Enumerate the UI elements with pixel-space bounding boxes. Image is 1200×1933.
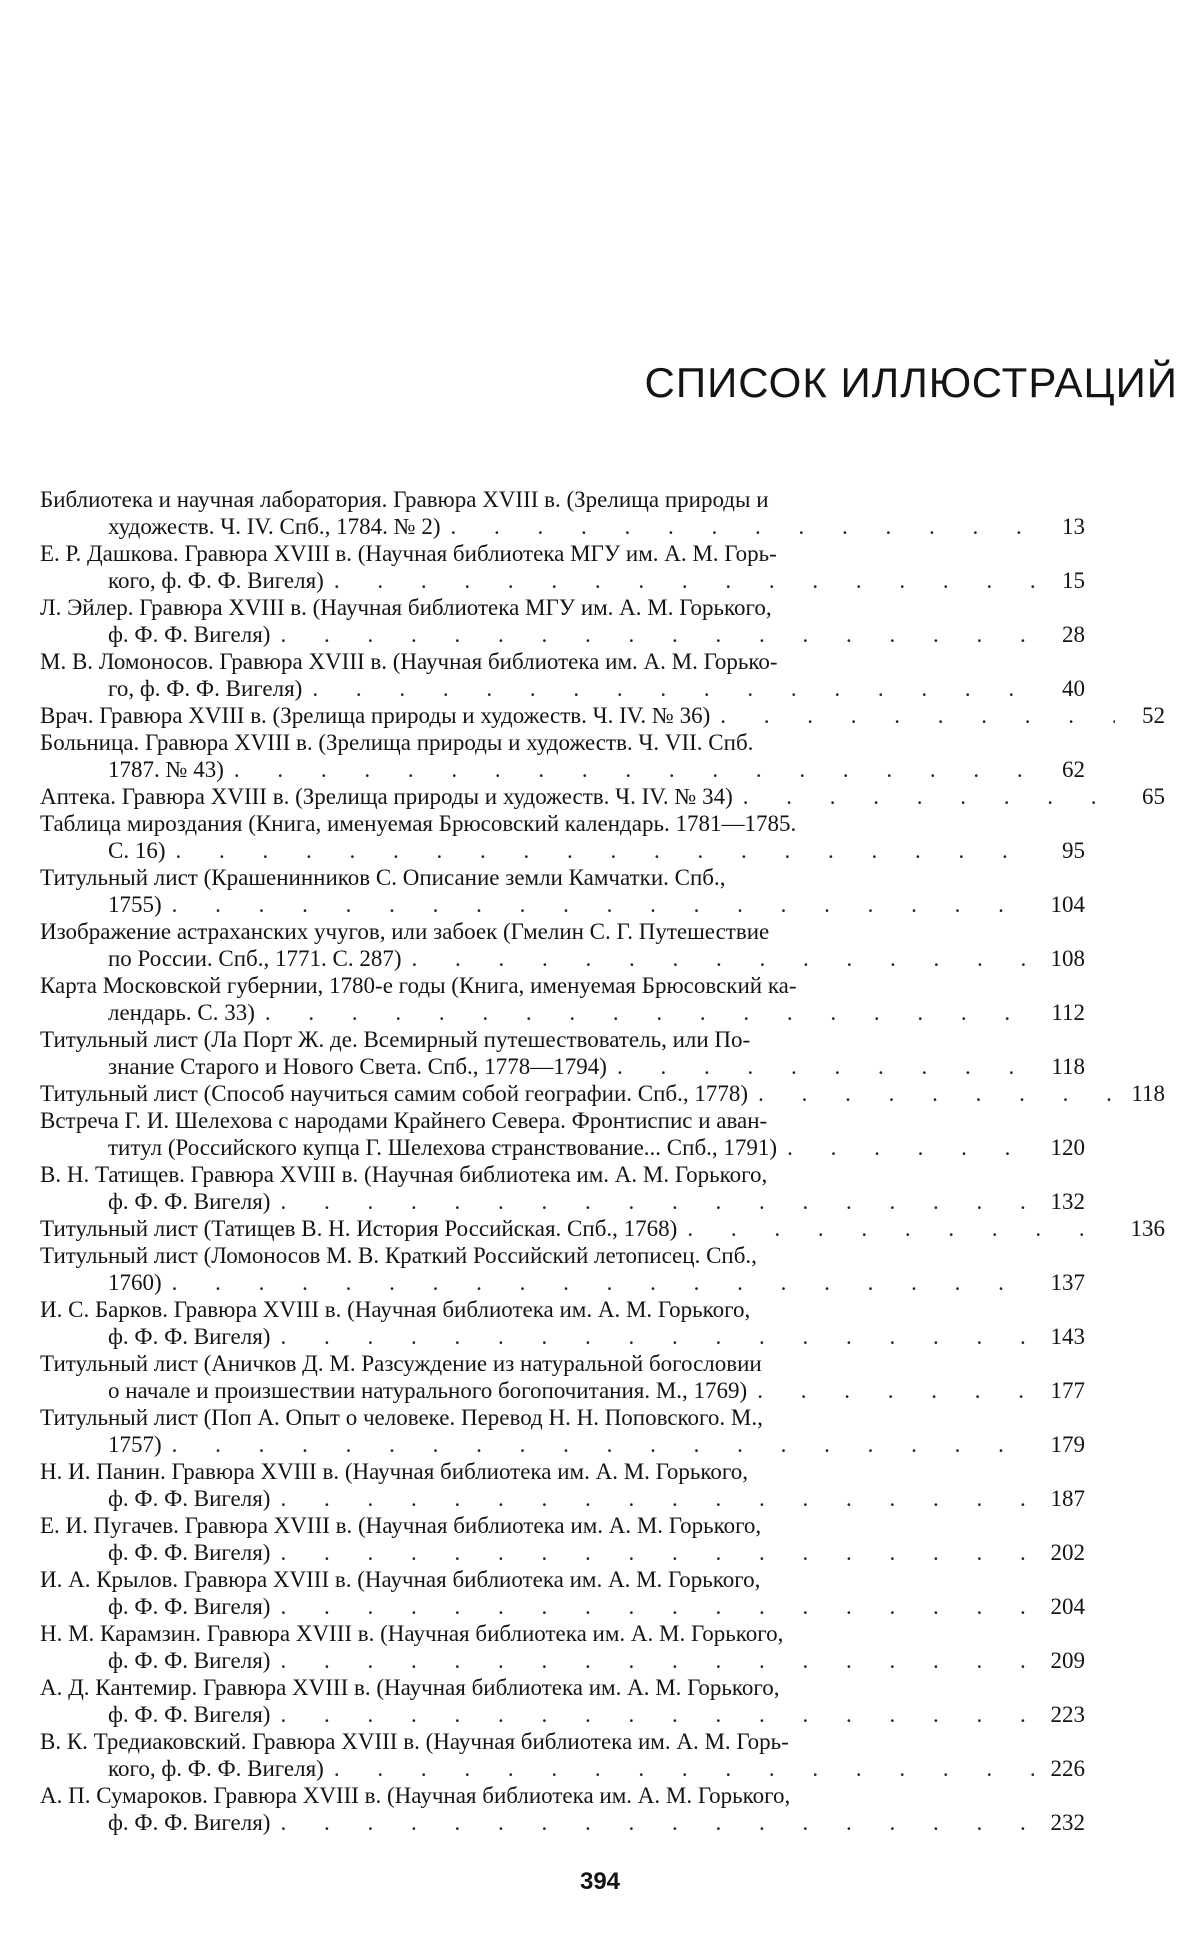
- list-item: [40, 486, 1165, 540]
- entry-text: Е. И. Пугачев. Гравюра XVIII в. (Научная библиотека им. А. М. Горького,: [40, 1513, 762, 1538]
- entry-text: по России. Спб., 1771. С. 287): [108, 946, 402, 971]
- entry-last-line: [40, 756, 1165, 783]
- entry-page-number: 226: [1050, 1756, 1085, 1781]
- entry-page-number: 209: [1050, 1648, 1085, 1673]
- entry-page-number: 187: [1050, 1486, 1085, 1511]
- list-item: [40, 1512, 1165, 1566]
- entry-page-number: 232: [1050, 1810, 1085, 1835]
- dot-leader: [280, 1188, 1035, 1215]
- entry-text: ф. Ф. Ф. Вигеля): [108, 1189, 271, 1214]
- entry-last-line: [40, 1431, 1165, 1458]
- dot-leader: [743, 783, 1115, 810]
- dot-leader: [265, 999, 1035, 1026]
- list-item: [40, 1161, 1165, 1215]
- entry-last-line: [40, 1809, 1165, 1836]
- dot-leader: [280, 1809, 1035, 1836]
- dot-leader: [787, 1134, 1035, 1161]
- entry-text: Титульный лист (Ломоносов М. В. Краткий Российский летописец. Спб.,: [40, 1243, 757, 1268]
- dot-leader: [720, 702, 1115, 729]
- list-item: [40, 1620, 1165, 1674]
- entry-text: Титульный лист (Крашенинников С. Описание земли Камчатки. Спб.,: [40, 865, 726, 890]
- list-item: [40, 1782, 1165, 1836]
- list-item: [40, 540, 1165, 594]
- entry-page-number: 177: [1050, 1378, 1085, 1403]
- entry-text: Титульный лист (Аничков Д. М. Разсуждение из натуральной богословии: [40, 1351, 762, 1376]
- entry-page-number: 104: [1050, 892, 1085, 917]
- entry-last-line: [40, 1080, 1165, 1107]
- entry-page-number: 95: [1062, 838, 1085, 863]
- list-item: [40, 1080, 1165, 1107]
- entry-page-number: 52: [1142, 703, 1165, 728]
- entry-last-line: [40, 1134, 1165, 1161]
- entry-text: знание Старого и Нового Света. Спб., 1778—1794): [108, 1054, 607, 1079]
- entry-text: ф. Ф. Ф. Вигеля): [108, 1324, 271, 1349]
- list-item: [40, 1566, 1165, 1620]
- entry-text: М. В. Ломоносов. Гравюра XVIII в. (Научная библиотека им. А. М. Горько-: [40, 649, 778, 674]
- entry-text: Изображение астраханских учугов, или забоек (Гмелин С. Г. Путешествие: [40, 919, 770, 944]
- entry-page-number: 179: [1050, 1432, 1085, 1457]
- entry-page-number: 143: [1050, 1324, 1085, 1349]
- list-item: [40, 1215, 1165, 1242]
- entry-page-number: 118: [1051, 1054, 1085, 1079]
- entry-last-line: [40, 1485, 1165, 1512]
- entry-page-number: 108: [1050, 946, 1085, 971]
- entry-text: Титульный лист (Поп А. Опыт о человеке. Перевод Н. Н. Поповского. М.,: [40, 1405, 763, 1430]
- entry-text: Н. И. Панин. Гравюра XVIII в. (Научная библиотека им. А. М. Горького,: [40, 1459, 749, 1484]
- entry-text: Встреча Г. И. Шелехова с народами Крайнего Севера. Фронтиспис и аван-: [40, 1108, 768, 1133]
- entry-last-line: [40, 702, 1165, 729]
- entry-text: 1760): [108, 1270, 162, 1295]
- entry-text: лендарь. С. 33): [108, 1000, 255, 1025]
- entry-page-number: 13: [1062, 514, 1085, 539]
- dot-leader: [280, 1323, 1035, 1350]
- entry-last-line: [40, 1323, 1165, 1350]
- dot-leader: [172, 891, 1035, 918]
- entry-text: Карта Московской губернии, 1780-е годы (Книга, именуемая Брюсовский ка-: [40, 973, 797, 998]
- entry-text: кого, ф. Ф. Ф. Вигеля): [108, 1756, 324, 1781]
- entry-text: ф. Ф. Ф. Вигеля): [108, 1540, 271, 1565]
- list-item: [40, 1458, 1165, 1512]
- dot-leader: [280, 1593, 1035, 1620]
- dot-leader: [334, 1755, 1035, 1782]
- entry-text: титул (Российского купца Г. Шелехова странствование... Спб., 1791): [108, 1135, 778, 1160]
- entry-last-line: [40, 837, 1165, 864]
- entry-last-line: [40, 1188, 1165, 1215]
- entry-text: ф. Ф. Ф. Вигеля): [108, 622, 271, 647]
- list-item: [40, 1728, 1165, 1782]
- entry-page-number: 120: [1050, 1135, 1085, 1160]
- entry-page-number: 62: [1062, 757, 1085, 782]
- entry-text: ф. Ф. Ф. Вигеля): [108, 1810, 271, 1835]
- entry-text: 1787. № 43): [108, 757, 224, 782]
- dot-leader: [280, 1539, 1035, 1566]
- entry-text: ф. Ф. Ф. Вигеля): [108, 1486, 271, 1511]
- entry-text: А. Д. Кантемир. Гравюра XVIII в. (Научная библиотека им. А. М. Горького,: [40, 1675, 780, 1700]
- dot-leader: [280, 1701, 1035, 1728]
- entry-text: С. 16): [108, 838, 166, 863]
- entry-text: 1757): [108, 1432, 162, 1457]
- entry-page-number: 132: [1050, 1189, 1085, 1214]
- entry-last-line: [40, 783, 1165, 810]
- entry-text: о начале и произшествии натурального богопочитания. М., 1769): [108, 1378, 748, 1403]
- entry-text: 1755): [108, 892, 162, 917]
- list-item: [40, 594, 1165, 648]
- entry-text: Л. Эйлер. Гравюра XVIII в. (Научная библиотека МГУ им. А. М. Горького,: [40, 595, 772, 620]
- entry-last-line: [40, 675, 1165, 702]
- dot-leader: [312, 675, 1035, 702]
- entry-text: го, ф. Ф. Ф. Вигеля): [108, 676, 303, 701]
- entry-text: Е. Р. Дашкова. Гравюра XVIII в. (Научная библиотека МГУ им. А. М. Горь-: [40, 541, 777, 566]
- dot-leader: [758, 1080, 1115, 1107]
- list-item: [40, 648, 1165, 702]
- entry-page-number: 40: [1062, 676, 1085, 701]
- entry-page-number: 204: [1050, 1594, 1085, 1619]
- entry-page-number: 137: [1050, 1270, 1085, 1295]
- list-item: [40, 783, 1165, 810]
- entry-page-number: 112: [1051, 1000, 1085, 1025]
- dot-leader: [687, 1215, 1115, 1242]
- entry-page-number: 15: [1062, 568, 1085, 593]
- list-item: [40, 1674, 1165, 1728]
- entry-text: Н. М. Карамзин. Гравюра XVIII в. (Научная библиотека им. А. М. Горького,: [40, 1621, 784, 1646]
- entry-text: А. П. Сумароков. Гравюра XVIII в. (Научная библиотека им. А. М. Горького,: [40, 1783, 791, 1808]
- entry-last-line: [40, 513, 1165, 540]
- list-item: [40, 702, 1165, 729]
- dot-leader: [757, 1377, 1035, 1404]
- page-title: СПИСОК ИЛЛЮСТРАЦИЙ: [644, 359, 1178, 406]
- list-item: [40, 1404, 1165, 1458]
- entry-last-line: [40, 621, 1165, 648]
- entry-text: И. А. Крылов. Гравюра XVIII в. (Научная библиотека им. А. М. Горького,: [40, 1567, 761, 1592]
- dot-leader: [280, 621, 1035, 648]
- dot-leader: [234, 756, 1035, 783]
- entry-last-line: [40, 1647, 1165, 1674]
- entry-text: Титульный лист (Способ научиться самим собой географии. Спб., 1778): [40, 1081, 749, 1106]
- list-item: [40, 1026, 1165, 1080]
- entry-last-line: [40, 567, 1165, 594]
- page-number: 394: [579, 1868, 621, 1895]
- entry-last-line: [40, 1377, 1165, 1404]
- list-item: [40, 864, 1165, 918]
- entry-page-number: 223: [1050, 1702, 1085, 1727]
- entry-text: ф. Ф. Ф. Вигеля): [108, 1648, 271, 1673]
- entry-last-line: [40, 1215, 1165, 1242]
- entry-last-line: [40, 1755, 1165, 1782]
- entry-text: Врач. Гравюра XVIII в. (Зрелища природы и художеств. Ч. IV. № 36): [40, 703, 711, 728]
- entry-text: художеств. Ч. IV. Спб., 1784. № 2): [108, 514, 441, 539]
- entry-last-line: [40, 1593, 1165, 1620]
- entry-last-line: [40, 1701, 1165, 1728]
- entry-text: Больница. Гравюра XVIII в. (Зрелища природы и художеств. Ч. VII. Спб.: [40, 730, 754, 755]
- dot-leader: [617, 1053, 1035, 1080]
- entry-text: кого, ф. Ф. Ф. Вигеля): [108, 568, 324, 593]
- entry-text: И. С. Барков. Гравюра XVIII в. (Научная библиотека им. А. М. Горького,: [40, 1297, 751, 1322]
- entry-text: Титульный лист (Татищев В. Н. История Российская. Спб., 1768): [40, 1216, 678, 1241]
- dot-leader: [172, 1431, 1035, 1458]
- dot-leader: [280, 1485, 1035, 1512]
- dot-leader: [334, 567, 1035, 594]
- entry-last-line: [40, 999, 1165, 1026]
- entry-text: Таблица мироздания (Книга, именуемая Брюсовский календарь. 1781—1785.: [40, 811, 797, 836]
- dot-leader: [280, 1647, 1035, 1674]
- entry-text: ф. Ф. Ф. Вигеля): [108, 1594, 271, 1619]
- entry-text: Библиотека и научная лаборатория. Гравюра XVIII в. (Зрелища природы и: [40, 487, 769, 512]
- list-item: [40, 1242, 1165, 1296]
- entry-page-number: 28: [1062, 622, 1085, 647]
- dot-leader: [176, 837, 1036, 864]
- entry-text: В. К. Тредиаковский. Гравюра XVIII в. (Научная библиотека им. А. М. Горь-: [40, 1729, 789, 1754]
- entry-page-number: 136: [1130, 1216, 1165, 1241]
- entry-text: В. Н. Татищев. Гравюра XVIII в. (Научная библиотека им. А. М. Горького,: [40, 1162, 768, 1187]
- list-item: [40, 972, 1165, 1026]
- list-item: [40, 1296, 1165, 1350]
- list-item: [40, 729, 1165, 783]
- entry-page-number: 65: [1142, 784, 1165, 809]
- illustration-list: [40, 486, 1165, 1836]
- entry-page-number: 202: [1050, 1540, 1085, 1565]
- entry-last-line: [40, 945, 1165, 972]
- entry-last-line: [40, 1539, 1165, 1566]
- entry-text: Титульный лист (Ла Порт Ж. де. Всемирный путешествователь, или По-: [40, 1027, 751, 1052]
- entry-last-line: [40, 1269, 1165, 1296]
- entry-last-line: [40, 891, 1165, 918]
- dot-leader: [451, 513, 1035, 540]
- list-item: [40, 810, 1165, 864]
- entry-text: Аптека. Гравюра XVIII в. (Зрелища природы и художеств. Ч. IV. № 34): [40, 784, 733, 809]
- entry-last-line: [40, 1053, 1165, 1080]
- list-item: [40, 918, 1165, 972]
- entry-page-number: 118: [1131, 1081, 1165, 1106]
- list-item: [40, 1350, 1165, 1404]
- list-item: [40, 1107, 1165, 1161]
- dot-leader: [412, 945, 1036, 972]
- entry-text: ф. Ф. Ф. Вигеля): [108, 1702, 271, 1727]
- dot-leader: [172, 1269, 1035, 1296]
